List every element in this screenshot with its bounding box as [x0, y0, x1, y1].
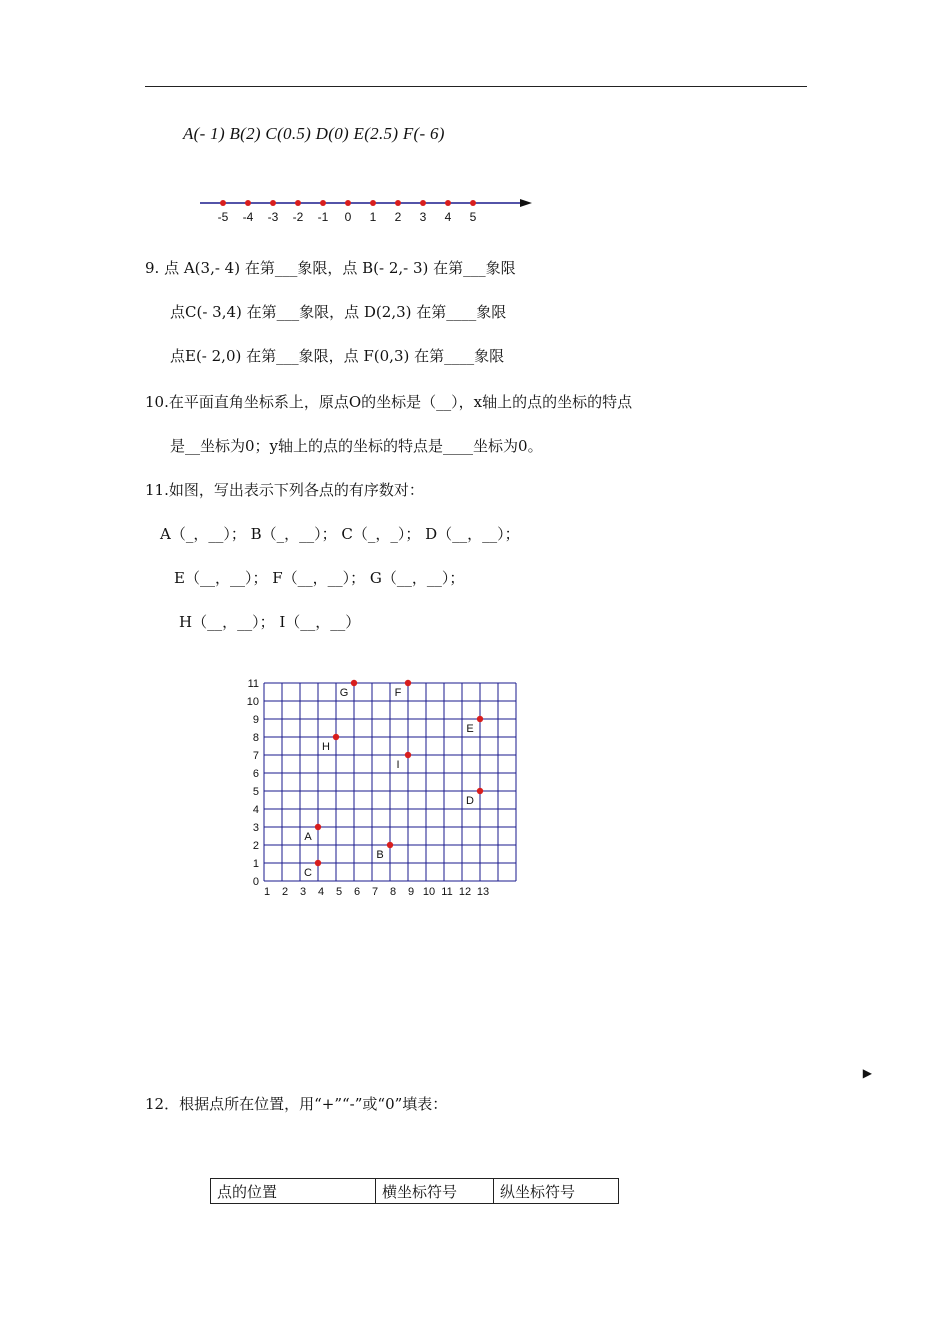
x-tick-label: 11 [441, 886, 453, 898]
number-line-point [370, 200, 376, 206]
y-tick-label: 0 [252, 876, 259, 888]
coordinate-grid [235, 672, 535, 904]
y-tick-label: 11 [247, 678, 259, 690]
x-tick-label: 8 [389, 886, 397, 898]
question-10-line-2: 是__坐标为0；y轴上的点的坐标的特点是____坐标为0。 [170, 437, 543, 455]
grid-point-a [315, 824, 321, 830]
grid-point-c [315, 860, 321, 866]
number-line-point [420, 200, 426, 206]
table-row [211, 1179, 619, 1204]
grid-point-label: I [396, 759, 400, 771]
x-tick-label: 5 [335, 886, 343, 898]
x-tick-label: 1 [263, 886, 271, 898]
x-tick-label: 6 [353, 886, 361, 898]
grid-point-f [405, 680, 411, 686]
y-tick-label: 5 [252, 786, 259, 798]
x-tick-label: 13 [476, 886, 490, 898]
number-line-point [270, 200, 276, 206]
grid-point-i [405, 752, 411, 758]
question-9-line-1: 9. 点 A(3,- 4) 在第___象限，点 B(- 2,- 3) 在第___象限 [145, 259, 516, 277]
x-tick-label: 10 [422, 886, 436, 898]
question-12-text: 12．根据点所在位置，用“+”“-”或“0”填表： [145, 1095, 448, 1113]
question-11-line-3: H（__，__）； I（__，__） [179, 613, 361, 631]
question-11-line-2: E（__，__）； F（__，__）； G（__，__）； [174, 569, 465, 587]
question-11-title: 11.如图，写出表示下列各点的有序数对： [145, 481, 424, 499]
number-line-tick-label: -3 [267, 210, 279, 224]
y-tick-label: 10 [246, 696, 259, 708]
number-line-point [470, 200, 476, 206]
grid-point-label: A [304, 831, 312, 843]
y-tick-label: 3 [252, 822, 259, 834]
grid-point-label: E [466, 723, 474, 735]
grid-point-g [351, 680, 357, 686]
sign-table [210, 1178, 619, 1204]
play-arrow-icon[interactable]: ▶ [862, 1066, 872, 1080]
y-tick-label: 8 [252, 732, 259, 744]
grid-point-label: D [466, 795, 474, 807]
question-9-line-3: 点E(- 2,0) 在第___象限，点 F(0,3) 在第____象限 [170, 347, 505, 365]
x-tick-label: 3 [299, 886, 307, 898]
number-line [195, 190, 540, 230]
number-line-tick-label: -5 [217, 210, 229, 224]
number-line-point [345, 200, 351, 206]
number-line-point [320, 200, 326, 206]
x-tick-label: 7 [371, 886, 379, 898]
question-11-line-1: A（_，__）； B（_，__）； C（_，_）； D（__，__）； [160, 525, 520, 543]
grid-point-e [477, 716, 483, 722]
number-line-point [295, 200, 301, 206]
grid-point-label: C [304, 867, 312, 879]
grid-point-b [387, 842, 393, 848]
grid-point-label: H [322, 741, 330, 753]
y-tick-label: 1 [252, 858, 259, 870]
question-9-line-2: 点C(- 3,4) 在第___象限，点 D(2,3) 在第____象限 [170, 303, 507, 321]
y-tick-label: 4 [252, 804, 259, 816]
grid-point-label: F [394, 687, 402, 699]
y-tick-label: 9 [252, 714, 259, 726]
grid-point-label: B [376, 849, 384, 861]
question-10-line-1: 10.在平面直角坐标系上，原点O的坐标是（__），x轴上的点的坐标的特点 [145, 393, 633, 411]
number-line-point [220, 200, 226, 206]
number-line-point [395, 200, 401, 206]
number-line-tick-label: -2 [292, 210, 304, 224]
grid-point-d [477, 788, 483, 794]
number-line-tick-label: -1 [317, 210, 329, 224]
number-line-tick-label: 1 [369, 210, 377, 224]
top-rule [145, 86, 807, 87]
table-header-cell: 纵坐标符号 [494, 1179, 619, 1204]
x-tick-label: 4 [317, 886, 325, 898]
number-line-tick-label: 4 [444, 210, 452, 224]
number-line-tick-label: 3 [419, 210, 427, 224]
x-tick-label: 2 [281, 886, 289, 898]
grid-point-h [333, 734, 339, 740]
x-tick-label: 9 [407, 886, 415, 898]
points-list: A(- 1) B(2) C(0.5) D(0) E(2.5) F(- 6) [183, 124, 445, 143]
grid-point-label: G [339, 687, 349, 699]
x-tick-label: 12 [458, 886, 472, 898]
number-line-tick-label: 5 [469, 210, 477, 224]
number-line-tick-label: 0 [344, 210, 352, 224]
y-tick-label: 2 [252, 840, 259, 852]
number-line-tick-label: 2 [394, 210, 402, 224]
number-line-point [445, 200, 451, 206]
number-line-tick-label: -4 [242, 210, 254, 224]
number-line-point [245, 200, 251, 206]
table-header-cell: 横坐标符号 [376, 1179, 494, 1204]
y-tick-label: 6 [252, 768, 259, 780]
table-header-cell: 点的位置 [211, 1179, 376, 1204]
y-tick-label: 7 [252, 750, 259, 762]
